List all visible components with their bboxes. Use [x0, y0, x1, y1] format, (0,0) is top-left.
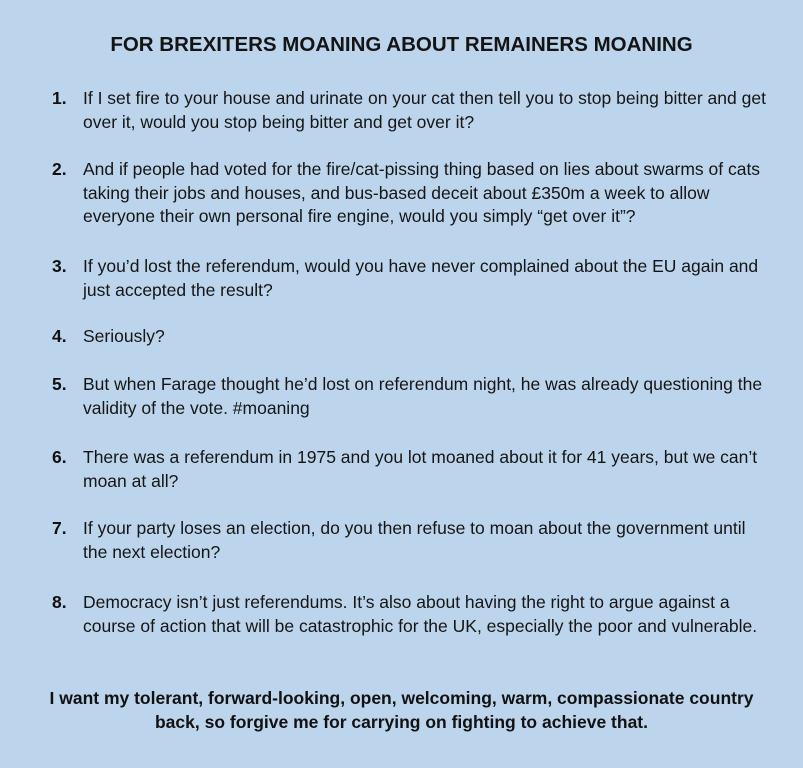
item-text: And if people had voted for the fire/cat-pissing thing based on lies about swarms of cats taking their jobs and houses, and bus-based deceit about £350m a week to allow everyone their own personal fire engine, would you simply “get over it”?	[83, 159, 761, 226]
item-text: If you’d lost the referendum, would you have never complained about the EU again and just accepted the result?	[83, 256, 759, 300]
item-number: 2.	[52, 159, 67, 179]
item-text: But when Farage thought he’d lost on referendum night, he was already questioning the validity of the vote. #moaning	[83, 374, 763, 418]
item-text: Seriously?	[83, 326, 165, 346]
item-text: If I set fire to your house and urinate on your cat then tell you to stop being bitter and get over it, would you stop being bitter and get over it?	[83, 88, 766, 132]
item-number: 5.	[52, 374, 67, 394]
item-number: 7.	[52, 518, 67, 538]
item-number: 4.	[52, 326, 67, 346]
page-title: FOR BREXITERS MOANING ABOUT REMAINERS MOANING	[110, 33, 693, 56]
item-number: 8.	[52, 592, 67, 612]
item-number: 6.	[52, 447, 67, 467]
item-text: If your party loses an election, do you then refuse to moan about the government until the next election?	[83, 518, 746, 562]
item-number: 3.	[52, 256, 67, 276]
item-text: There was a referendum in 1975 and you lot moaned about it for 41 years, but we can’t moan at all?	[83, 447, 758, 491]
item-text: Democracy isn’t just referendums. It’s also about having the right to argue against a course of action that will be catastrophic for the UK, especially the poor and vulnerable.	[83, 592, 758, 636]
item-number: 1.	[52, 88, 67, 108]
closing-statement: I want my tolerant, forward-looking, open, welcoming, warm, compassionate country back, so forgive me for carrying on fighting to achieve that.	[49, 688, 754, 732]
